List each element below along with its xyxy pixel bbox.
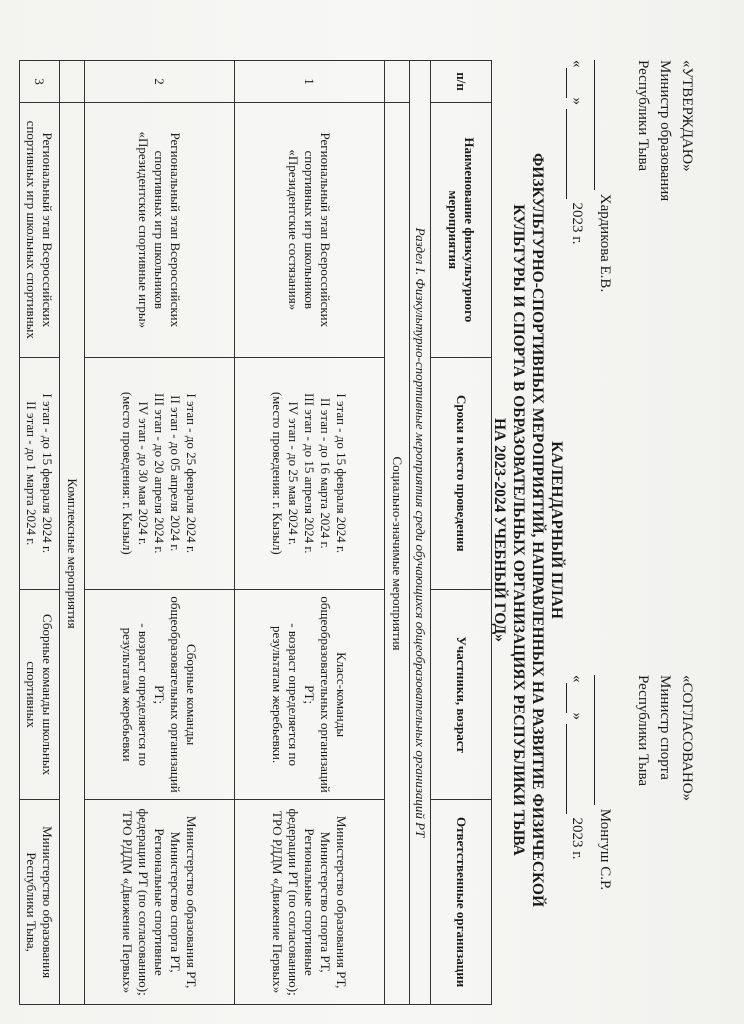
heading-line-4: НА 2023-2024 УЧЕБНЫЙ ГОД»	[491, 418, 508, 642]
heading-line-1: КАЛЕНДАРНЫЙ ПЛАН	[548, 441, 565, 619]
heading-line-3: КУЛЬТУРЫ И СПОРТА В ОБРАЗОВАТЕЛЬНЫХ ОРГАНИЗАЦИЯХ РЕСПУБЛИКИ ТЫВА	[510, 204, 527, 856]
agree-date-open: «	[569, 675, 585, 683]
header-num: п/п	[431, 61, 492, 103]
row-name: Региональный этап Всероссийских спортивных игр школьников «Президентские спортивные игры»	[85, 103, 235, 358]
approve-day-line	[566, 68, 583, 98]
agree-position: Министр спорта	[657, 675, 673, 780]
subsection-title: Социально-значимые мероприятия	[385, 103, 410, 1005]
header-participants: Участники, возраст	[431, 589, 492, 799]
header-responsible: Ответственные организации	[431, 800, 492, 1005]
header-name: Наименование физкультурного мероприятия	[431, 103, 492, 358]
document-heading	[490, 60, 566, 1000]
agree-month-line	[566, 724, 583, 814]
row-name: Региональный этап Всероссийских спортивных игр школьных спортивных	[20, 103, 60, 358]
section-title: Раздел I. Физкультурно-спортивные мероприятия среди обучающихся общеобразовательных организаций РТ	[410, 61, 431, 1005]
agree-year: 2023 г.	[569, 817, 585, 860]
row-dates: I этап - до 25 февраля 2024 г. II этап - до 05 апреля 2024 г. III этап - до 20 апреля 2024 г. IV этап - до 30 мая 2024 г. (место проведения: г. Кызыл)	[85, 357, 235, 589]
approve-signer: Хардикова Е.В.	[597, 193, 613, 293]
row-num: 1	[235, 61, 385, 103]
approval-block	[566, 60, 698, 420]
subsection-row	[60, 61, 85, 1005]
agree-label: «СОГЛАСОВАНО»	[679, 675, 695, 802]
section-row	[410, 61, 431, 1005]
row-responsible: Министерство образования Республики Тыва,	[20, 800, 60, 1005]
agreement-block	[566, 675, 698, 995]
table-row	[85, 61, 235, 1005]
approve-region: Республики Тыва	[635, 60, 651, 172]
agree-region: Республики Тыва	[635, 675, 651, 787]
agree-signer: Монгуш С.Р.	[597, 808, 613, 891]
row-num: 2	[85, 61, 235, 103]
table-row	[235, 61, 385, 1005]
agree-day-line	[566, 683, 583, 713]
subsection-title: Комплексные мероприятия	[60, 103, 85, 1005]
table-row	[20, 61, 60, 1005]
row-responsible: Министерство образования РТ, Министерство спорта РТ, Региональные спортивные федерации РТ (по согласованию); ТРО РДДМ «Движение Первых»	[235, 800, 385, 1005]
row-dates: I этап - до 15 февраля 2024 г. II этап - до 1 марта 2024 г.	[20, 357, 60, 589]
approve-date-close: »	[569, 97, 585, 105]
heading-line-2: ФИЗКУЛЬТУРНО-СПОРТИВНЫХ МЕРОПРИЯТИЙ, НАПРАВЛЕННЫХ НА РАЗВИТИЕ ФИЗИЧЕСКОЙ	[529, 152, 546, 908]
subsection-row	[385, 61, 410, 1005]
row-responsible: Министерство образования РТ, Министерство спорта РТ, Региональные спортивные федерации РТ (по согласованию); ТРО РДДМ «Движение Первых»	[85, 800, 235, 1005]
header-dates: Сроки и место проведения	[431, 357, 492, 589]
row-dates: I этап - до 15 февраля 2024 г. II этап - до 16 марта 2024 г. III этап - до 15 апреля 2024 г. IV этап - до 25 мая 2024 г. (место проведения: г. Кызыл)	[235, 357, 385, 589]
row-num: 3	[20, 61, 60, 103]
approve-month-line	[566, 109, 583, 199]
empty-cell	[385, 61, 410, 103]
empty-cell	[60, 61, 85, 103]
row-participants: Сборные команды школьных спортивных	[20, 589, 60, 799]
agree-signature-line	[594, 675, 611, 805]
approve-date-open: «	[569, 60, 585, 68]
agree-date-close: »	[569, 712, 585, 720]
row-name: Региональный этап Всероссийских спортивных игр школьников «Президентские состязания»	[235, 103, 385, 358]
table-header-row	[431, 61, 492, 1005]
row-participants: Сборные команды общеобразовательных организаций РТ; - возраст определяется по результатам жеребьевки	[85, 589, 235, 799]
approve-position: Министр образования	[657, 60, 673, 202]
approve-label: «УТВЕРЖДАЮ»	[679, 60, 695, 172]
approve-year: 2023 г.	[569, 202, 585, 245]
events-table	[19, 60, 492, 1005]
approve-signature-line	[594, 60, 611, 190]
row-participants: Класс-команды общеобразовательных организаций РТ; - возраст определяется по результатам жеребьевки.	[235, 589, 385, 799]
